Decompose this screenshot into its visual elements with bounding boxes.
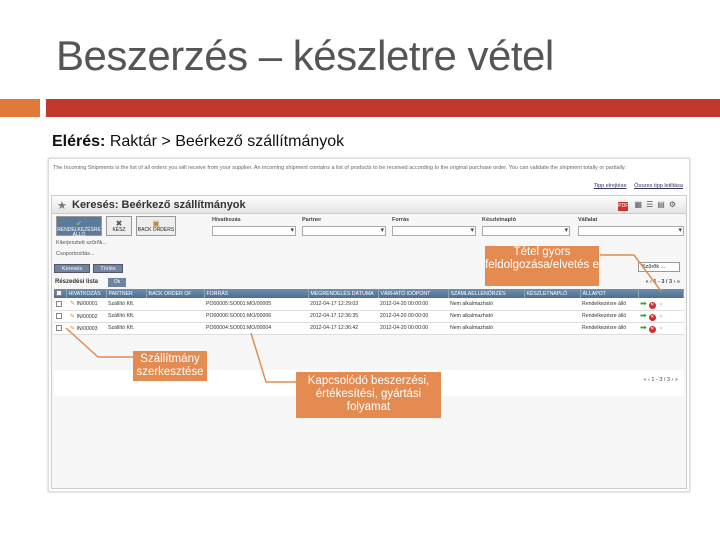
partner-label: Partner [302, 217, 322, 223]
stock-journal-label: Készletnapló [482, 217, 516, 223]
view-filter-select[interactable]: Szűrők ... [638, 262, 680, 272]
source-input[interactable] [392, 226, 476, 236]
delete-x-icon[interactable]: ✕ [658, 326, 663, 332]
row-state: Rendelkezésre álló [580, 298, 638, 310]
state-button-backorders[interactable] [136, 216, 176, 236]
access-path [52, 133, 344, 151]
delete-x-icon[interactable]: ✕ [658, 314, 663, 320]
reference-label: Hivatkozás [212, 217, 241, 223]
table-header-row [54, 289, 684, 298]
disable-tips-link[interactable]: Összes tipp letiltása [634, 183, 683, 189]
reference-input[interactable] [212, 226, 296, 236]
col-stock-journal[interactable]: KÉSZLETNAPLÓ [524, 289, 580, 298]
col-invoice-control[interactable]: SZÁMLAELLENŐRZÉS [448, 289, 524, 298]
row-state: Rendelkezésre álló [580, 310, 638, 322]
row-checkbox[interactable] [56, 313, 62, 319]
row-stock-journal [524, 322, 580, 334]
callout-edit-shipment: Szállítmány szerkesztése [133, 351, 207, 381]
row-reference: IN/00003 [76, 325, 98, 332]
row-order-date: 2012-04-17 12:36:42 [308, 322, 378, 334]
col-state[interactable]: ÁLLAPOT [580, 289, 638, 298]
delete-x-icon[interactable]: ✕ [658, 301, 663, 308]
company-label: Vállalat [578, 217, 598, 223]
cancel-icon[interactable]: ✕ [650, 314, 655, 320]
row-checkbox[interactable] [56, 325, 62, 331]
row-invoice-control: Nem alkalmazható [448, 298, 524, 310]
row-invoice-control: Nem alkalmazható [448, 322, 524, 334]
row-source: PO00006:SO001:MO/00006 [204, 310, 308, 322]
pdf-icon[interactable]: PDF [618, 203, 629, 209]
col-back-order[interactable]: BACK ORDER OF [146, 289, 204, 298]
row-stock-journal [524, 298, 580, 310]
col-expected-date[interactable]: VÁRHATÓ IDŐPONT [378, 289, 448, 298]
table-row[interactable] [54, 322, 684, 334]
ok-button[interactable]: Ok [108, 278, 126, 287]
col-reference[interactable]: HIVATKOZÁS [66, 289, 106, 298]
col-order-date[interactable]: MEGRENDELÉS DÁTUMA [308, 289, 378, 298]
pager-bottom[interactable]: « ‹ 1 - 3 / 3 › » [643, 377, 678, 383]
edit-icon[interactable]: ✎ [70, 301, 76, 308]
grid-icon[interactable]: ▦ [634, 200, 647, 209]
slide-title: Beszerzés – készletre vétel [56, 32, 554, 79]
search-button[interactable]: Keresés [54, 264, 90, 273]
search-panel [51, 195, 687, 489]
state-done-label: KÉSZ [112, 227, 126, 233]
clear-button[interactable]: Törlés [93, 264, 123, 273]
list-icon[interactable]: ☰ [646, 200, 658, 209]
extended-filters-toggle[interactable]: Kiterjesztett szűrők... [56, 240, 108, 246]
table-row[interactable] [54, 298, 684, 310]
hide-tip-link[interactable]: Tipp elrejtése [593, 183, 627, 189]
row-partner: Szállító Kft. [106, 298, 146, 310]
row-reference: IN/00002 [76, 313, 98, 320]
state-button-done[interactable] [106, 216, 132, 236]
col-actions [638, 289, 684, 298]
panel-header [52, 196, 686, 214]
table-row[interactable] [54, 310, 684, 322]
row-back-order [146, 298, 204, 310]
process-arrow-icon[interactable]: ➡ [640, 323, 647, 332]
pager-top[interactable]: « ‹ 1 - 3 / 3 › » [645, 279, 680, 285]
row-stock-journal [524, 310, 580, 322]
process-arrow-icon[interactable]: ➡ [640, 298, 647, 308]
row-reference: IN/00001 [76, 301, 98, 308]
row-state: Rendelkezésre álló [580, 322, 638, 334]
check-icon: ✔ [75, 219, 83, 228]
row-partner: Szállító Kft. [106, 322, 146, 334]
list-title: Részedési lista [55, 279, 99, 285]
intro-text: The Incoming Shipments is the list of all orders you will receive from your supplier. An incoming shipment contains a list of products to be received according to the original purchase order. You can validate the shipment totally or partially. [53, 165, 626, 171]
access-label: Elérés: [52, 133, 106, 150]
state-available-label: RENDELKEZÉSRE ÁLLÓ [57, 227, 101, 238]
app-screenshot [48, 158, 690, 492]
star-icon[interactable]: ★ [57, 200, 67, 212]
callout-related-flow: Kapcsolódó beszerzési, értékesítési, gyártási folyamat [296, 372, 441, 418]
row-order-date: 2012-04-17 12:29:03 [308, 298, 378, 310]
state-backorders-label: BACK ORDERS [137, 227, 175, 233]
row-expected-date: 2012-04-20 00:00:00 [378, 310, 448, 322]
done-icon: ✖ [115, 219, 123, 228]
access-path-text: Raktár > Beérkező szállítmányok [109, 133, 345, 150]
stock-journal-select[interactable] [482, 226, 570, 236]
select-all-header[interactable] [54, 289, 66, 298]
row-source: PO00004:SO001:MO/00004 [204, 322, 308, 334]
partner-input[interactable] [302, 226, 386, 236]
select-all-checkbox[interactable] [56, 290, 62, 296]
col-partner[interactable]: PARTNER [106, 289, 146, 298]
cancel-icon[interactable]: ✕ [650, 326, 655, 332]
row-invoice-control: Nem alkalmazható [448, 310, 524, 322]
row-source: PO00005:SO001:MO/00005 [204, 298, 308, 310]
view-toolbar [618, 200, 680, 211]
settings-icon[interactable]: ⚙ [668, 200, 680, 209]
callout-quick-process: Tétel gyors feldolgozása/elvetés e [485, 246, 599, 286]
state-button-available[interactable] [56, 216, 102, 236]
cancel-icon[interactable]: ✕ [650, 301, 655, 308]
process-arrow-icon[interactable]: ➡ [640, 311, 647, 320]
row-back-order [146, 322, 204, 334]
row-partner: Szállító Kft. [106, 310, 146, 322]
panel-title: Keresés: Beérkező szállítmányok [72, 199, 246, 211]
shipments-table [54, 289, 684, 335]
group-by-toggle[interactable]: Csoportosítás... [56, 251, 95, 257]
row-order-date: 2012-04-17 12:36:35 [308, 310, 378, 322]
box-icon: ▣ [152, 219, 160, 228]
accent-bar-right [46, 99, 720, 117]
accent-bar-left [0, 99, 40, 117]
row-checkbox[interactable] [56, 301, 62, 307]
edit-icon[interactable]: ✎ [70, 313, 76, 320]
row-back-order [146, 310, 204, 322]
row-expected-date: 2012-04-20 00:00:00 [378, 298, 448, 310]
col-source[interactable]: FORRÁS [204, 289, 308, 298]
company-select[interactable] [578, 226, 684, 236]
top-links [588, 183, 683, 189]
calendar-icon[interactable]: ▤ [657, 200, 669, 209]
row-expected-date: 2012-04-20 00:00:00 [378, 322, 448, 334]
source-label: Forrás [392, 217, 410, 223]
edit-icon[interactable]: ✎ [70, 325, 76, 332]
